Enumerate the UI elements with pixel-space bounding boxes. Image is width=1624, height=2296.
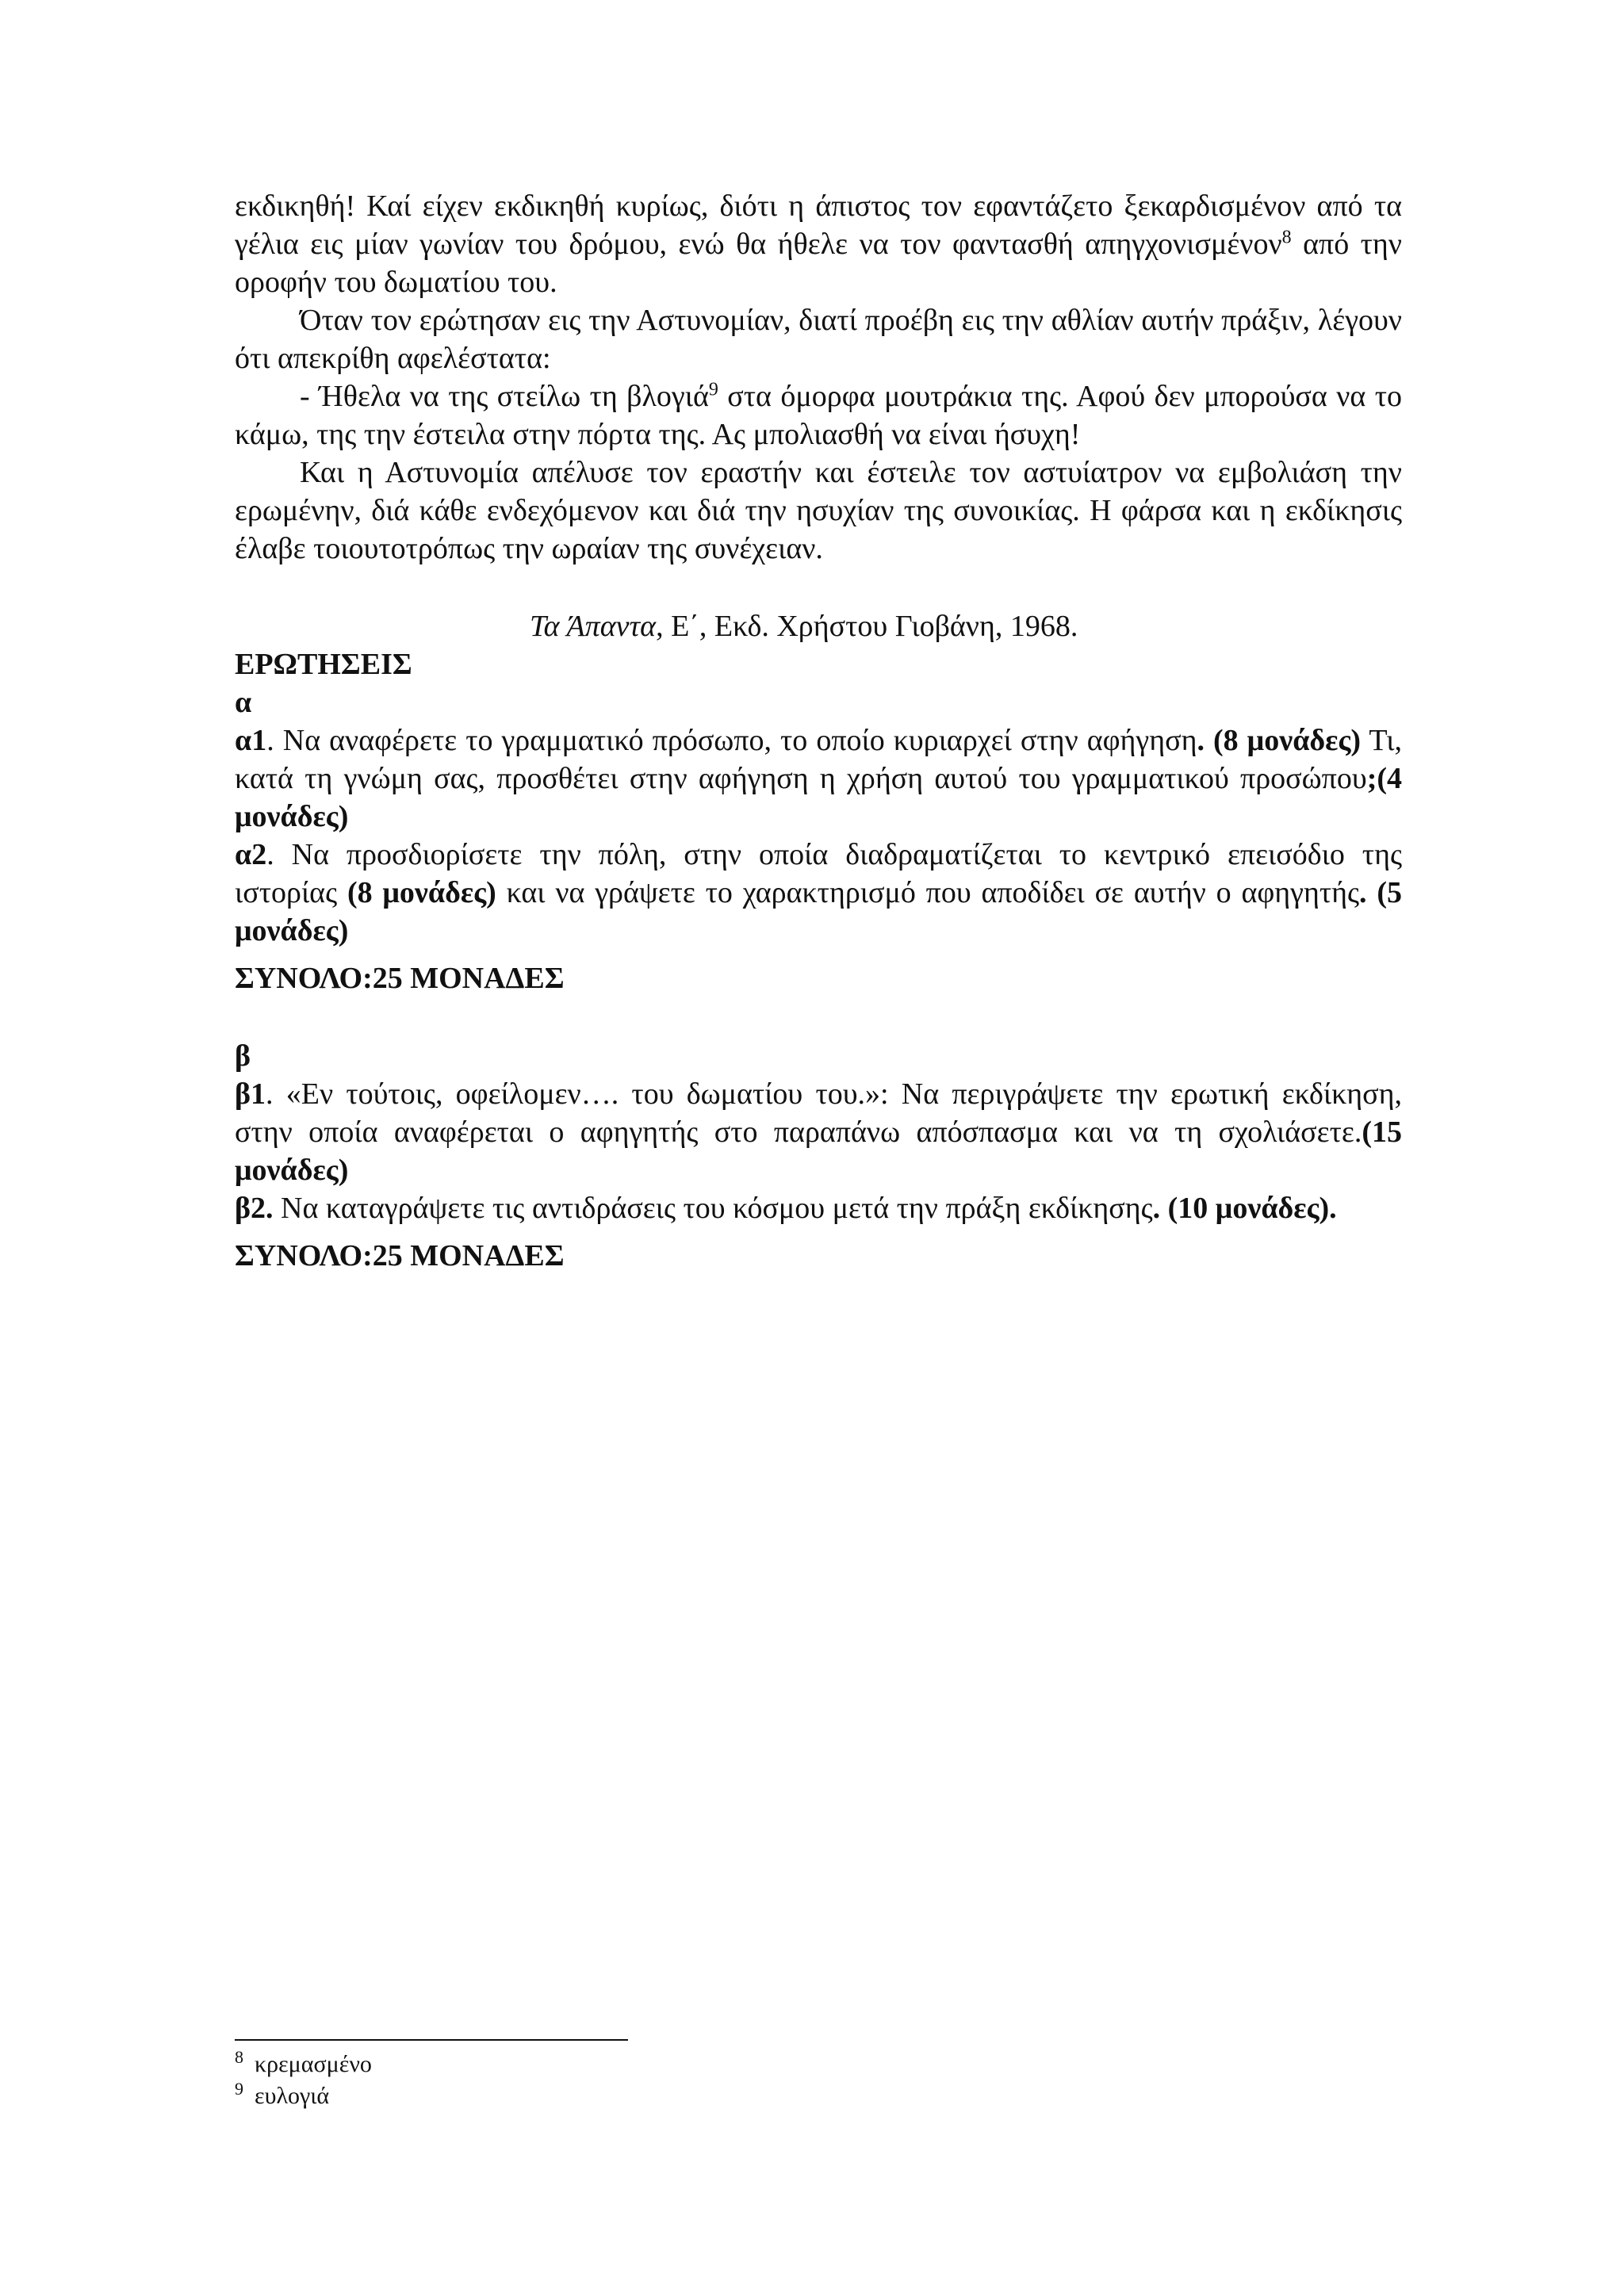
body-paragraph-2: Όταν τον ερώτησαν εις την Αστυνομίαν, διατί προέβη εις την αθλίαν αυτήν πράξιν, λέγουν ότι απεκρίθη αφελέστατα: [235, 304, 1402, 375]
question-b1 [235, 1075, 1402, 1189]
question-number: α1 [235, 724, 267, 757]
paragraph-text: εκδικηθή! Καί είχεν εκδικηθή κυρίως, διότι η άπιστος τον εφαντάζετο ξεκαρδισμένον από τα γέλια εις μίαν γωνίαν του δρόμου, ενώ θα ήθελε να τον φαντασθή απηγχονισμένον [235, 189, 1402, 261]
document-page [235, 187, 1402, 1275]
footnote-item [235, 2049, 372, 2080]
questions-heading: ΕΡΩΤΗΣΕΙΣ [235, 648, 412, 681]
footnote-number: 9 [235, 2079, 243, 2099]
question-points: . (5 μονάδες) [235, 876, 1403, 947]
section-b-total: ΣΥΝΟΛΟ:25 ΜΟΝΑΔΕΣ [235, 1239, 565, 1272]
body-paragraph-4: Και η Αστυνομία απέλυσε τον εραστήν και έστειλε τον αστυίατρον να εμβολιάση την ερωμένην, διά κάθε ενδεχόμενον και διά την ησυχίαν της συνοικίας. Η φάρσα και η εκδίκησις έλαβε τοιουτοτρόπως την ωραίαν της συνέχειαν. [235, 456, 1402, 565]
question-number: β1 [235, 1077, 266, 1111]
footnote-number: 8 [235, 2047, 243, 2067]
paragraph-text: από την οροφήν του δωματίου του. [235, 228, 1402, 299]
footnote-text: κρεμασμένο [255, 2051, 372, 2077]
footnote-text: ευλογιά [255, 2083, 330, 2109]
question-points: ;(4 μονάδες) [235, 762, 1402, 833]
source-citation [235, 607, 1402, 645]
question-points: (8 μονάδες) [347, 876, 496, 909]
footnote-reference: 9 [708, 379, 718, 400]
footnotes [235, 2049, 372, 2112]
question-a1 [235, 721, 1402, 836]
source-details: , Ε΄, Εκδ. Χρήστου Γιοβάνη, 1968. [656, 610, 1078, 643]
source-title: Τα Άπαντα [530, 610, 657, 643]
section-b-label: β [235, 1039, 251, 1073]
question-a2 [235, 836, 1402, 950]
question-number: β2. [235, 1192, 274, 1225]
section-a-label: α [235, 686, 252, 719]
footnote-item [235, 2080, 372, 2112]
question-points: (15 μονάδες) [235, 1115, 1402, 1187]
question-points: . (10 μονάδες). [1152, 1192, 1337, 1225]
question-text: . Να προσδιορίσετε την πόλη, στην οποία διαδραματίζεται το κεντρικό επεισόδιο της ιστορίας [235, 838, 1402, 909]
paragraph-text: - Ήθελα να της στείλω τη βλογιά [300, 380, 709, 413]
question-text: Να καταγράψετε τις αντιδράσεις του κόσμου μετά την πράξη εκδίκησης [273, 1192, 1153, 1225]
footnote-separator [235, 2039, 628, 2041]
body-paragraph-3 [235, 377, 1402, 453]
question-text: Τι, κατά τη γνώμη σας, προσθέτει στην αφήγηση η χρήση αυτού του γραμματικού προσώπου [235, 724, 1402, 795]
question-text: . «Εν τούτοις, οφείλομεν…. του δωματίου του.»: Να περιγράψετε την ερωτική εκδίκηση, στην οποία αναφέρεται ο αφηγητής στο παραπάνω απόσπασμα και να τη σχολιάσετε. [235, 1077, 1402, 1149]
question-number: α2 [235, 838, 267, 871]
question-b2 [235, 1189, 1402, 1227]
body-paragraph-1 [235, 187, 1402, 301]
footnote-reference: 8 [1281, 227, 1292, 248]
question-text: . Να αναφέρετε το γραμματικό πρόσωπο, το οποίο κυριαρχεί στην αφήγηση [266, 724, 1197, 757]
question-text: και να γράψετε το χαρακτηρισμό που αποδίδει σε αυτήν ο αφηγητής [496, 876, 1360, 909]
question-points: . (8 μονάδες) [1197, 724, 1362, 757]
section-a-total: ΣΥΝΟΛΟ:25 ΜΟΝΑΔΕΣ [235, 962, 565, 995]
paragraph-text: στα όμορφα μουτράκια της. Αφού δεν μπορούσα να το κάμω, της την έστειλα στην πόρτα της. Ας μπολιασθή να είναι ήσυχη! [235, 380, 1402, 451]
